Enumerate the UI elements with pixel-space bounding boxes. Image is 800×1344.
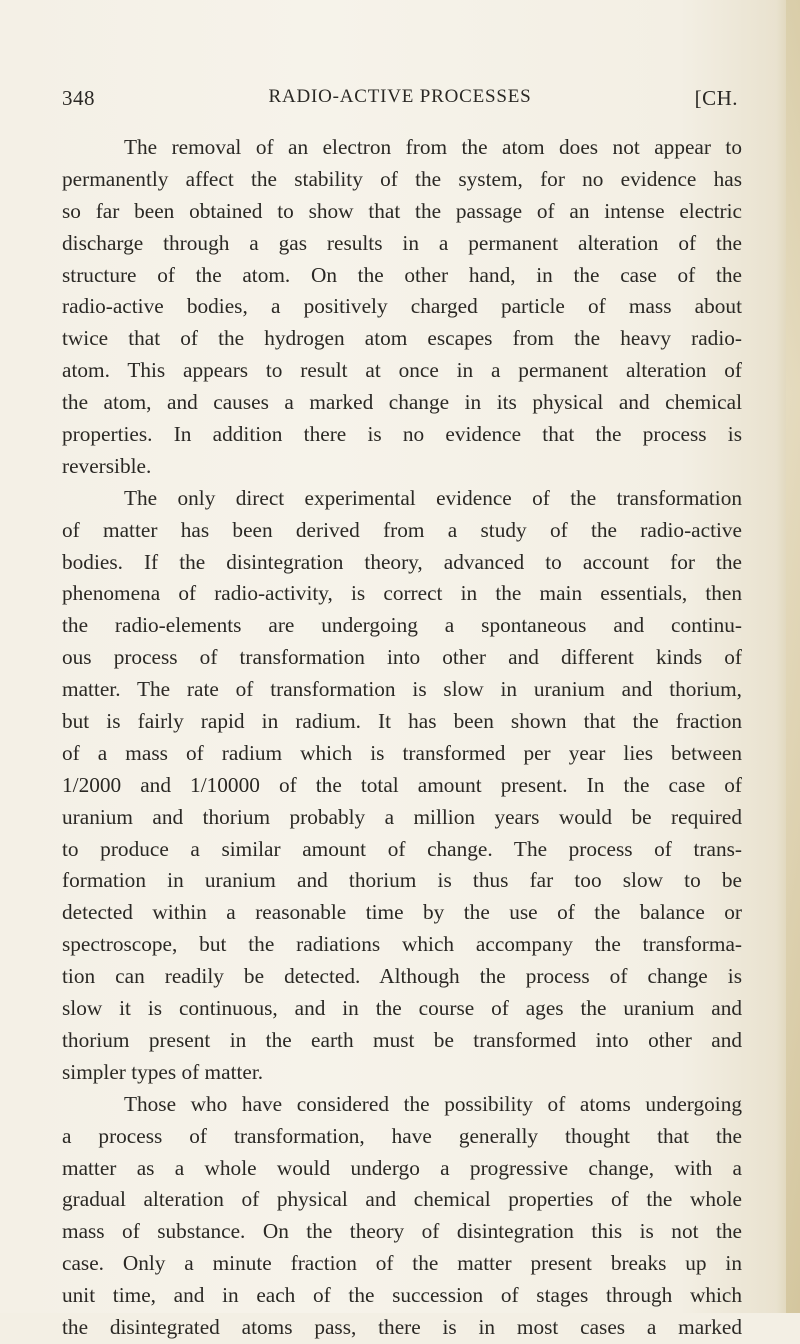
text-line: of a mass of radium which is transformed per year lies between xyxy=(62,740,742,765)
text-line: so far been obtained to show that the passage of an intense electric xyxy=(62,198,742,223)
text-line: uranium and thorium probably a million years would be required xyxy=(62,804,742,829)
text-line: but is fairly rapid in radium. It has been shown that the fraction xyxy=(62,709,742,734)
text-line: bodies. If the disintegration theory, advanced to account for the xyxy=(62,549,742,574)
text-line: spectroscope, but the radiations which accompany the transforma- xyxy=(62,932,742,957)
text-line: matter. The rate of transformation is slow in uranium and thorium, xyxy=(62,677,742,702)
text-line: Those who have considered the possibility of atoms undergoing xyxy=(124,1091,742,1116)
page-edge xyxy=(786,0,800,1313)
text-line: slow it is continuous, and in the course of ages the uranium and xyxy=(62,996,742,1021)
text-line: 1/2000 and 1/10000 of the total amount present. In the case of xyxy=(62,772,742,797)
text-line: simpler types of matter. xyxy=(62,1059,264,1084)
chapter-mark: [CH. xyxy=(694,86,738,110)
page-number: 348 xyxy=(62,86,95,110)
text-line: tion can readily be detected. Although the process of change is xyxy=(62,964,742,989)
text-line: gradual alteration of physical and chemical properties of the whole xyxy=(62,1187,742,1212)
text-line: the atom, and causes a marked change in its physical and chemical xyxy=(62,390,742,415)
text-line: formation in uranium and thorium is thus far too slow to be xyxy=(62,868,742,893)
text-line: twice that of the hydrogen atom escapes from the heavy radio- xyxy=(62,326,742,351)
text-line: mass of substance. On the theory of disintegration this is not the xyxy=(62,1219,742,1244)
text-line: radio-active bodies, a positively charged particle of mass about xyxy=(62,294,742,319)
text-line: to produce a similar amount of change. The process of trans- xyxy=(62,836,742,861)
text-line: The only direct experimental evidence of the transformation xyxy=(124,485,742,510)
text-line: of matter has been derived from a study of the radio-active xyxy=(62,517,742,542)
text-line: atom. This appears to result at once in a permanent alteration of xyxy=(62,358,742,383)
text-line: reversible. xyxy=(62,453,152,478)
text-line: the disintegrated atoms pass, there is in most cases a marked xyxy=(62,1314,742,1339)
text-line: properties. In addition there is no evidence that the process is xyxy=(62,422,742,447)
text-line: structure of the atom. On the other hand, in the case of the xyxy=(62,262,742,287)
text-line: discharge through a gas results in a permanent alteration of the xyxy=(62,230,742,255)
text-line: case. Only a minute fraction of the matter present breaks up in xyxy=(62,1251,742,1276)
text-line: permanently affect the stability of the system, for no evidence has xyxy=(62,166,742,191)
text-line: detected within a reasonable time by the use of the balance or xyxy=(62,900,742,925)
running-title: RADIO-ACTIVE PROCESSES xyxy=(268,86,532,107)
text-line: phenomena of radio-activity, is correct in the main essentials, then xyxy=(62,581,742,606)
text-line: ous process of transformation into other and different kinds of xyxy=(62,645,742,670)
text-line: matter as a whole would undergo a progressive change, with a xyxy=(62,1155,742,1180)
text-line: unit time, and in each of the succession of stages through which xyxy=(62,1283,742,1308)
text-line: the radio-elements are undergoing a spontaneous and continu- xyxy=(62,613,742,638)
text-line: thorium present in the earth must be transformed into other and xyxy=(62,1027,742,1052)
text-line: The removal of an electron from the atom does not appear to xyxy=(124,135,742,159)
running-head xyxy=(62,86,738,118)
text-line: a process of transformation, have generally thought that the xyxy=(62,1123,742,1148)
body-text xyxy=(62,132,742,1344)
